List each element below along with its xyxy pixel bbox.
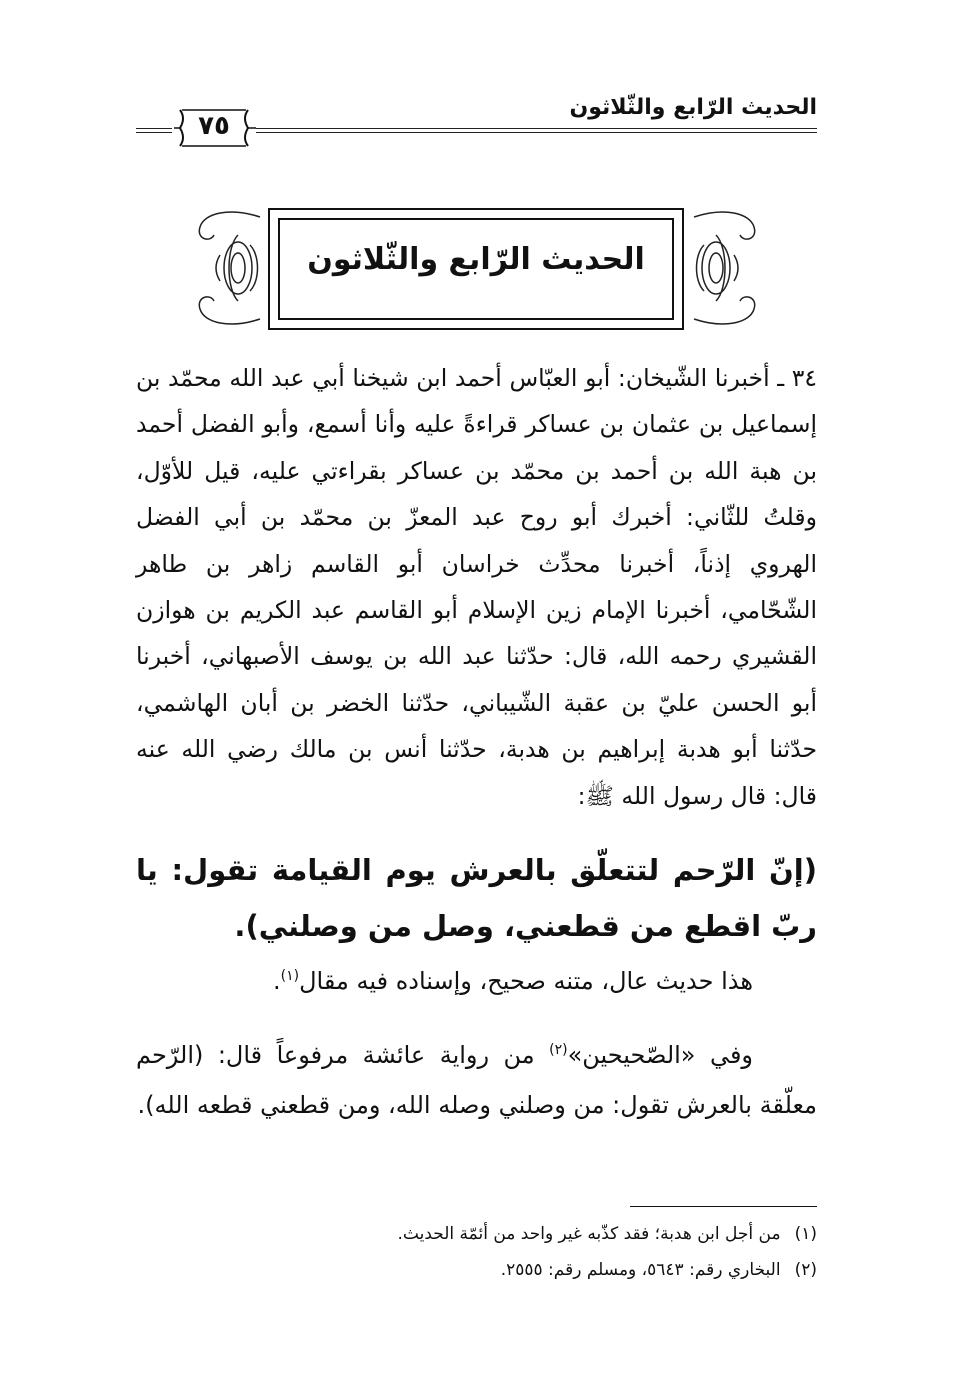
isnad-paragraph: ٣٤ ـ أخبرنا الشّيخان: أبو العبّاس أحمد ابن شيخنا أبي عبد الله محمّد بن إسماعيل بن عثمان بن عساكر قراءةً عليه وأنا أسمع، وأبو الفضل أحمد بن هبة الله بن أحمد بن محمّد بن عساكر بقراءتي عليه، قيل للأوّل، وقلتُ للثّاني: أخبرك أبو روح عبد المعزّ بن محمّد بن أبي الفضل الهروي إذناً، أخبرنا محدِّث خراسان أبو القاسم زاهر بن طاهر الشّحّامي، أخبرنا الإمام زين الإسلام أبو القاسم عبد الكريم بن هوازن القشيري رحمه الله، قال: حدّثنا عبد الله بن يوسف الأصبهاني، أخبرنا أبو الحسن عليّ بن عقبة الشّيباني، حدّثنا الخضر بن أبان الهاشمي، حدّثنا أبو هدبة إبراهيم بن هدبة، حدّثنا أنس بن مالك رضي الله عنه قال: قال رسول الله ﷺ: xyxy=(136,364,817,810)
chapter-title-box xyxy=(268,208,684,330)
chapter-title: الحديث الرّابع والثّلاثون xyxy=(307,242,645,277)
footnote-text: البخاري رقم: ٥٦٤٣، ومسلم رقم: ٢٥٥٥. xyxy=(500,1260,781,1280)
page-number: ٧٥ xyxy=(198,111,230,141)
related-narration-paragraph xyxy=(136,1030,817,1130)
page-number-frame xyxy=(172,104,256,152)
hadith-text: (إنّ الرّحم لتتعلّق بالعرش يوم القيامة تقول: يا ربّ اقطع من قطعني، وصل من وصلني). xyxy=(136,853,817,943)
footnote xyxy=(136,1216,817,1252)
floral-ornament-icon xyxy=(690,205,764,331)
grading-text: هذا حديث عال، متنه صحيح، وإسناده فيه مقال xyxy=(299,967,753,995)
footnote-separator xyxy=(630,1206,817,1207)
floral-ornament-icon xyxy=(190,205,264,331)
footnote-ref: (١) xyxy=(280,968,300,984)
footnote-number: (١) xyxy=(794,1224,817,1244)
related-text: من رواية عائشة مرفوعاً قال: (الرّحم معلّقة بالعرش تقول: من وصلني وصله الله، ومن قطعني قطعه الله). xyxy=(136,1041,817,1119)
footnote-text: من أجل ابن هدبة؛ فقد كذّبه غير واحد من أئمّة الحديث. xyxy=(397,1224,781,1244)
grading-paragraph xyxy=(136,958,817,1004)
running-title: الحديث الرّابع والثّلاثون xyxy=(569,95,817,120)
footnote xyxy=(136,1252,817,1288)
grading-end: . xyxy=(273,967,281,995)
footnote-ref: (٢) xyxy=(549,1042,568,1058)
footnotes xyxy=(136,1216,817,1288)
related-intro: وفي «الصّحيحين» xyxy=(567,1041,754,1069)
footnote-number: (٢) xyxy=(794,1260,817,1280)
